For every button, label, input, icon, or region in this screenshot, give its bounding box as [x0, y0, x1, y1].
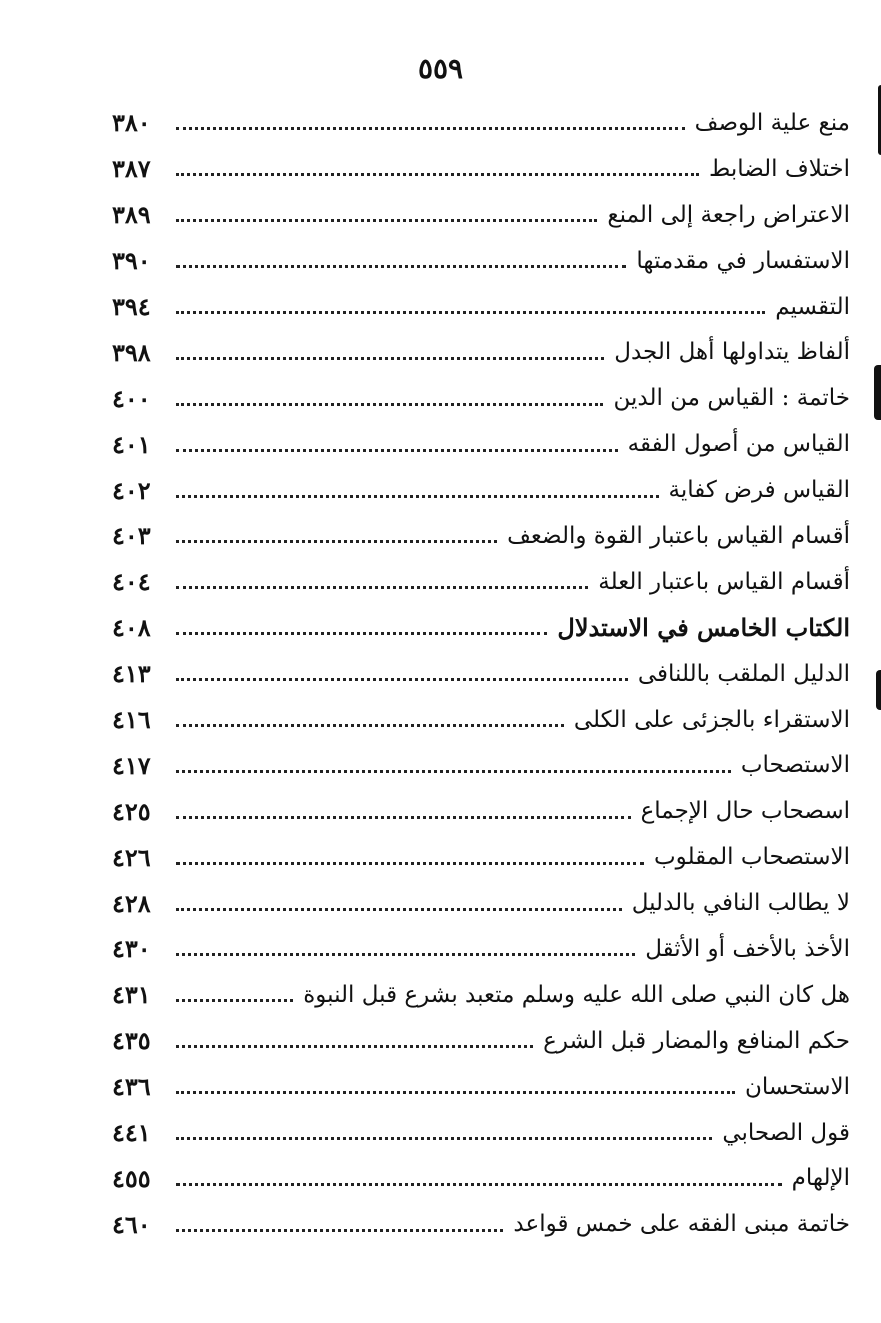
toc-entry — [112, 972, 850, 1018]
toc-entry — [112, 513, 850, 559]
toc-entry — [112, 605, 850, 651]
page-number: ٥٥٩ — [417, 52, 464, 85]
toc-entry — [112, 651, 850, 697]
dot-leader — [176, 722, 564, 727]
toc-entry-title: قول الصحابي — [722, 1119, 850, 1146]
toc-entry-page-number: ٤٢٨ — [112, 888, 151, 918]
toc-entry-page-number: ٤٠١ — [112, 429, 151, 459]
dot-leader — [176, 309, 765, 314]
dot-leader — [176, 1043, 533, 1048]
dot-leader — [176, 860, 644, 865]
toc-entry-title: الاستصحاب — [740, 752, 850, 779]
toc-entry — [112, 788, 850, 834]
toc-entry-title: منع علية الوصف — [694, 109, 850, 136]
toc-entry-title: الاعتراض راجعة إلى المنع — [607, 201, 850, 228]
toc-entry-title: ألفاظ يتداولها أهل الجدل — [614, 339, 850, 366]
dot-leader — [176, 1227, 503, 1232]
toc-entry-page-number: ٤١٧ — [112, 750, 151, 780]
dot-leader — [176, 951, 635, 956]
dot-leader — [176, 171, 699, 176]
dot-leader — [176, 538, 497, 543]
dot-leader — [176, 630, 547, 635]
toc-entry-title: القياس فرض كفاية — [668, 477, 850, 504]
table-of-contents — [112, 100, 850, 1247]
toc-entry-page-number: ٤١٣ — [112, 659, 151, 689]
toc-entry — [112, 375, 850, 421]
toc-entry — [112, 742, 850, 788]
dot-leader — [176, 1181, 782, 1186]
toc-entry-title: الاستقراء بالجزئى على الكلى — [573, 706, 850, 733]
toc-entry-title: الكتاب الخامس في الاستدلال — [557, 613, 850, 643]
toc-entry-page-number: ٤٥٥ — [112, 1163, 151, 1193]
dot-leader — [176, 1089, 735, 1094]
dot-leader — [176, 355, 604, 360]
dot-leader — [176, 906, 622, 911]
toc-entry — [112, 192, 850, 238]
toc-entry-page-number: ٤٢٥ — [112, 796, 151, 826]
toc-entry-page-number: ٤٢٦ — [112, 842, 151, 872]
toc-entry-page-number: ٤٠٢ — [112, 475, 151, 505]
toc-entry — [112, 697, 850, 743]
toc-entry-title: أقسام القياس باعتبار القوة والضعف — [507, 522, 850, 549]
toc-entry-title: أقسام القياس باعتبار العلة — [598, 568, 850, 595]
dot-leader — [176, 217, 597, 222]
dot-leader — [176, 584, 588, 589]
toc-entry-page-number: ٣٨٠ — [112, 108, 151, 138]
page-edge-mark — [874, 365, 881, 420]
toc-entry-title: اسصحاب حال الإجماع — [640, 798, 850, 825]
toc-entry — [112, 238, 850, 284]
toc-entry-title: اختلاف الضابط — [708, 155, 850, 182]
toc-entry-title: القياس من أصول الفقه — [627, 431, 850, 458]
toc-entry — [112, 1110, 850, 1156]
toc-entry — [112, 1201, 850, 1247]
dot-leader — [176, 1135, 712, 1140]
toc-entry — [112, 284, 850, 330]
toc-entry-title: الاستصحاب المقلوب — [654, 844, 850, 871]
toc-entry-title: التقسيم — [775, 293, 850, 320]
toc-entry-title: الدليل الملقب باللنافى — [637, 660, 850, 687]
toc-entry-page-number: ٤٣١ — [112, 980, 151, 1010]
toc-entry — [112, 100, 850, 146]
toc-entry-page-number: ٣٩٨ — [112, 337, 151, 367]
toc-entry-title: الاستفسار في مقدمتها — [636, 247, 850, 274]
toc-entry-page-number: ٤٠٠ — [112, 383, 151, 413]
toc-entry-title: الإلهام — [791, 1165, 850, 1192]
toc-entry-title: خاتمة مبنى الفقه على خمس قواعد — [513, 1211, 850, 1238]
dot-leader — [176, 768, 731, 773]
toc-entry-title: خاتمة : القياس من الدين — [613, 385, 850, 412]
dot-leader — [176, 814, 631, 819]
toc-entry — [112, 1155, 850, 1201]
dot-leader — [176, 447, 618, 452]
dot-leader — [176, 493, 659, 498]
toc-entry-page-number: ٤٣٠ — [112, 934, 151, 964]
toc-entry-page-number: ٤٤١ — [112, 1118, 151, 1148]
toc-entry — [112, 880, 850, 926]
toc-entry — [112, 1018, 850, 1064]
toc-entry-page-number: ٤٣٥ — [112, 1026, 151, 1056]
dot-leader — [176, 997, 293, 1002]
toc-entry-page-number: ٤٦٠ — [112, 1209, 151, 1239]
toc-entry-title: حكم المنافع والمضار قبل الشرع — [543, 1027, 850, 1054]
toc-entry-page-number: ٤٣٦ — [112, 1072, 151, 1102]
dot-leader — [176, 401, 603, 406]
toc-entry — [112, 559, 850, 605]
dot-leader — [176, 125, 685, 130]
toc-entry — [112, 146, 850, 192]
toc-entry-title: هل كان النبي صلى الله عليه وسلم متعبد بشرع قبل النبوة — [303, 981, 850, 1008]
toc-entry-page-number: ٣٩٤ — [112, 292, 151, 321]
toc-entry-title: الأخذ بالأخف أو الأثقل — [645, 935, 850, 962]
dot-leader — [176, 676, 628, 681]
toc-entry-title: لا يطالب النافي بالدليل — [631, 890, 850, 917]
toc-entry-page-number: ٤٠٨ — [112, 613, 151, 643]
toc-entry-title: الاستحسان — [745, 1073, 850, 1100]
toc-entry-page-number: ٤١٦ — [112, 705, 151, 735]
toc-entry — [112, 834, 850, 880]
page-edge-mark — [876, 670, 881, 710]
toc-entry — [112, 926, 850, 972]
toc-entry-page-number: ٣٨٩ — [112, 200, 151, 230]
toc-entry — [112, 1064, 850, 1110]
toc-entry — [112, 329, 850, 375]
toc-entry-page-number: ٤٠٤ — [112, 567, 151, 597]
toc-entry-page-number: ٤٠٣ — [112, 521, 151, 551]
toc-entry — [112, 467, 850, 513]
toc-entry-page-number: ٣٩٠ — [112, 246, 151, 276]
dot-leader — [176, 263, 626, 268]
toc-entry-page-number: ٣٨٧ — [112, 154, 151, 184]
toc-entry — [112, 421, 850, 467]
